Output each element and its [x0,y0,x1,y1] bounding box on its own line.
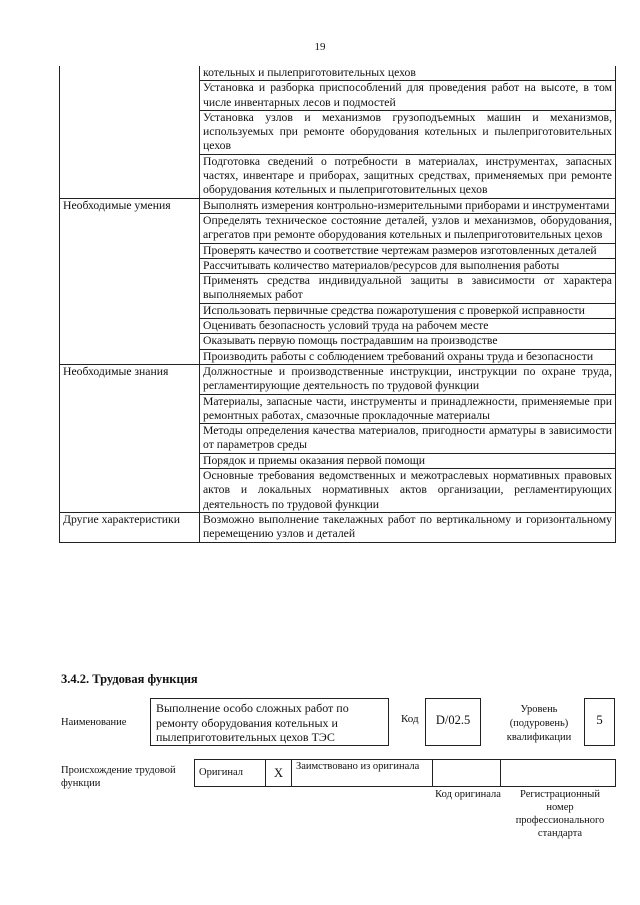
category-cell: Необходимые умения [60,198,200,364]
origin-code-label: Код оригинала [435,789,501,800]
table-row [60,364,616,394]
table-row [60,198,616,213]
description-cell: Порядок и приемы оказания первой помощи [200,453,616,468]
original-cell: Оригинал [195,760,266,787]
description-cell: Определять техническое состояние деталей, узлов и механизмов, оборудования, агрегатов при ремонте оборудования котельных и пылеприготовительных цехов [200,213,616,243]
qualification-level-label: Уровень (подуровень) квалификации [506,704,572,743]
description-cell: Установка и разборка приспособлений для проведения работ на высоте, в том числе инвентарных лесов и подмостей [200,81,616,111]
function-name-box: Выполнение особо сложных работ по ремонту оборудования котельных и пылеприготовительных цехов ТЭС [150,698,389,746]
description-cell: Должностные и производственные инструкции, инструкции по охране труда, регламентирующие деятельность по трудовой функции [200,364,616,394]
page-number: 19 [314,41,326,53]
qualification-level-box: 5 [584,698,615,746]
category-cell: Другие характеристики [60,512,200,542]
origin-table [194,759,616,787]
description-cell: Основные требования ведомственных и межотраслевых нормативных правовых актов и локальных нормативных актов организации, регламентирующих деятельность по трудовой функции [200,469,616,513]
description-cell: Возможно выполнение такелажных работ по вертикальному и горизонтальному перемещению узлов и деталей [200,512,616,542]
description-cell: Материалы, запасные части, инструменты и принадлежности, применяемые при ремонтных работах, смазочные прокладочные материалы [200,394,616,424]
reg-number-label: Регистрационный номер профессионального стандарта [515,789,605,839]
category-cell [60,66,200,198]
table-row [60,66,616,81]
borrowed-cell: Заимствовано из оригинала [292,760,433,787]
original-mark: X [266,760,292,787]
code-label: Код [401,713,419,725]
description-cell: Методы определения качества материалов, пригодности арматуры в зависимости от параметров среды [200,424,616,454]
description-cell: Оказывать первую помощь пострадавшим на производстве [200,334,616,349]
name-label: Наименование [61,717,127,728]
category-cell: Необходимые знания [60,364,200,512]
origin-label: Происхождение трудовой функции [61,765,176,789]
description-cell: Выполнять измерения контрольно-измерительными приборами и инструментами [200,198,616,213]
origin-code-cell [433,760,501,787]
reg-number-cell [501,760,616,787]
function-code-box: D/02.5 [425,698,481,746]
description-cell: Производить работы с соблюдением требований охраны труда и безопасности [200,349,616,364]
description-cell: Подготовка сведений о потребности в материалах, инструментах, запасных частях, инвентаре и приборах, защитных средствах, применяемых при ремонте оборудования котельных и пылеприготовительных цехов [200,154,616,198]
description-cell: Рассчитывать количество материалов/ресурсов для выполнения работы [200,258,616,273]
description-cell: Оценивать безопасность условий труда на рабочем месте [200,319,616,334]
description-cell: котельных и пылеприготовительных цехов [200,66,616,81]
description-cell: Использовать первичные средства пожаротушения с проверкой исправности [200,303,616,318]
description-cell: Проверять качество и соответствие чертежам размеров изготовленных деталей [200,243,616,258]
section-title: 3.4.2. Трудовая функция [61,672,198,686]
description-cell: Применять средства индивидуальной защиты в зависимости от характера выполняемых работ [200,274,616,304]
table-row [60,512,616,542]
requirements-table [59,66,616,543]
description-cell: Установка узлов и механизмов грузоподъемных машин и механизмов, используемых при ремонте оборудования котельных и пылеприготовительных цехов [200,110,616,154]
